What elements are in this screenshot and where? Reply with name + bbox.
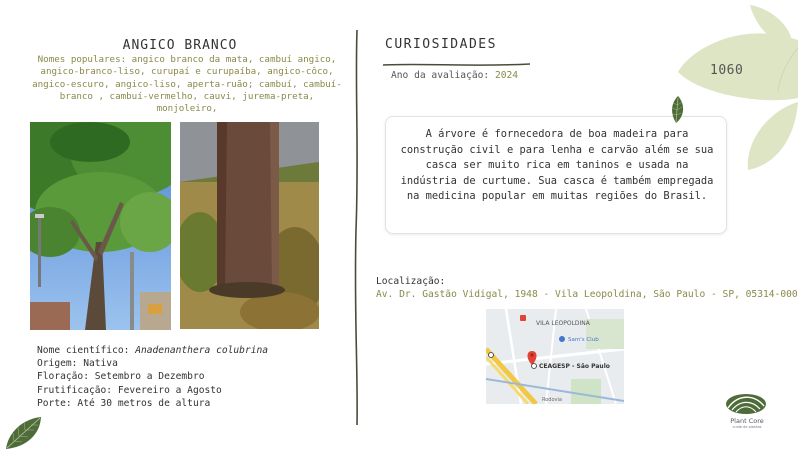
title-underline: [383, 53, 530, 59]
leaf-decoration-top-right: [670, 0, 800, 180]
location-label: Localização:: [376, 276, 446, 287]
leaf-icon: [669, 95, 687, 125]
flowering: Floração: Setembro a Dezembro: [37, 371, 205, 383]
evaluation-year: [391, 70, 518, 81]
store-icon: [559, 336, 565, 342]
scientific-name-label: Nome científico:: [37, 345, 136, 356]
tree-canopy-photo: [30, 122, 171, 330]
scientific-name: Anadenanthera colubrina: [135, 345, 269, 356]
map-place2-label: CEAGESP - São Paulo: [539, 363, 610, 370]
leaf-icon: [4, 415, 44, 450]
year-label: Ano da avaliação:: [391, 70, 495, 81]
logo-name: Plant Core: [730, 417, 764, 425]
year-value: 2024: [494, 70, 519, 81]
map-place1-label: Sam's Club: [568, 337, 599, 343]
leaf-icon: [748, 102, 798, 170]
size: Porte: Até 30 metros de altura: [37, 397, 211, 409]
fruiting: Frutificação: Fevereiro a Agosto: [37, 384, 222, 396]
plant-number-badge: 1060: [710, 63, 744, 78]
location-map[interactable]: [486, 309, 624, 404]
logo-tagline: cuide de plantas: [732, 425, 762, 429]
popular-names: Nomes populares: angico branco da mata, cambuí angico, angico-branco-liso, curupaí e curupaíba, angico-côco, angico-escuro, angico-liso, aperta-ruão; cambuí, cambuí-branco , cambuí-vermelho, cauvi, jurema-preta, monjoleiro,: [32, 54, 342, 115]
tree-trunk-photo: [180, 122, 319, 329]
column-divider: [354, 30, 360, 425]
location-address: Av. Dr. Gastão Vidigal, 1948 - Vila Leopoldina, São Paulo - SP, 05314-000: [376, 289, 798, 300]
origin: Origem: Nativa: [37, 358, 118, 370]
map-road-label: Rodovia: [542, 397, 562, 403]
scientific-name-line: [37, 344, 268, 357]
plant-facts: [37, 344, 268, 410]
map-district-label: VILA LEOPOLDINA: [536, 320, 590, 327]
plant-title: ANGICO BRANCO: [122, 38, 238, 53]
curiosities-title: CURIOSIDADES: [385, 37, 497, 52]
curiosities-text: A árvore é fornecedora de boa madeira para construção civil e para lenha e carvão além se sua casca ser muito rica em taninos e usada na indústria de curtume. Sua casca é também empregada na medicina popular em muitas regiões do Brasil.: [400, 128, 714, 202]
